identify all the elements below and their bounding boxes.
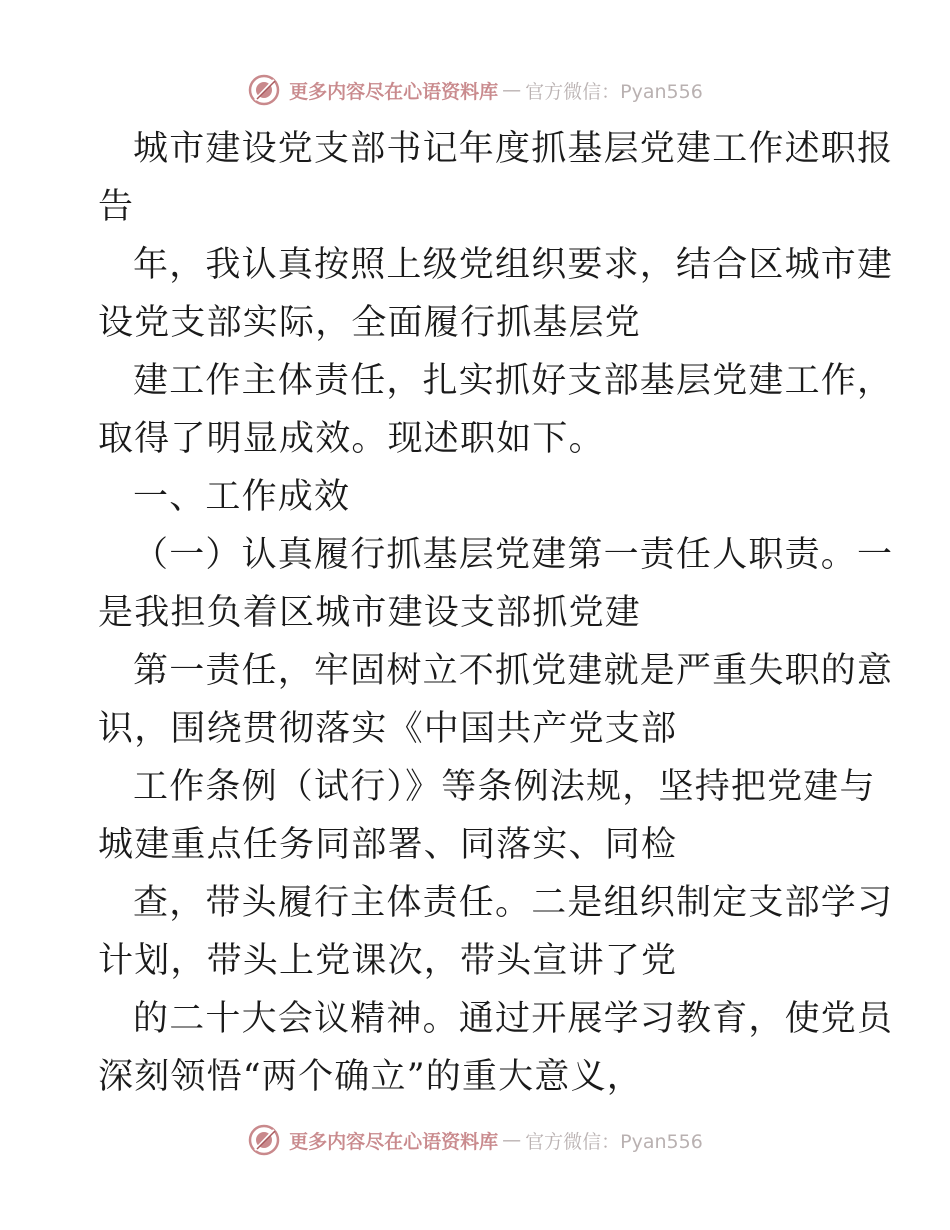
paragraph: 查，带头履行主体责任。二是组织制定支部学习 计划，带头上党课次，带头宣讲了党 (98, 883, 894, 981)
watermark-contact: 官方微信：Pyan556 (525, 1130, 703, 1153)
watermark-separator: — (502, 79, 522, 101)
watermark-logo-icon (247, 1123, 281, 1157)
document-title: 城市建设党支部书记年度抓基层党建工作述职报 告 (98, 129, 894, 227)
watermark-separator: — (502, 1129, 522, 1151)
watermark-text: 更多内容尽在心语资料库 (289, 1130, 499, 1153)
paragraph: 的二十大会议精神。通过开展学习教育，使党员 深刻领悟“两个确立”的重大意义， (98, 999, 894, 1097)
header-watermark (0, 70, 950, 110)
paragraph: 工作条例（试行）》等条例法规，坚持把党建与 城建重点任务同部署、同落实、同检 (98, 767, 876, 865)
footer-watermark (0, 1120, 950, 1160)
paragraph: 年，我认真按照上级党组织要求，结合区城市建 设党支部实际，全面履行抓基层党 (98, 245, 894, 343)
paragraph: （一）认真履行抓基层党建第一责任人职责。一 是我担负着区城市建设支部抓党建 (98, 535, 894, 633)
watermark-logo-icon (247, 73, 281, 107)
document-body (98, 120, 894, 1106)
paragraph: 第一责任，牢固树立不抓党建就是严重失职的意 识，围绕贯彻落实《中国共产党支部 (98, 651, 894, 749)
paragraph: 建工作主体责任，扎实抓好支部基层党建工作， 取得了明显成效。现述职如下。 (98, 361, 894, 459)
section-heading: 一、工作成效 (133, 477, 351, 517)
watermark-contact: 官方微信：Pyan556 (525, 80, 703, 103)
watermark-text: 更多内容尽在心语资料库 (289, 80, 499, 103)
